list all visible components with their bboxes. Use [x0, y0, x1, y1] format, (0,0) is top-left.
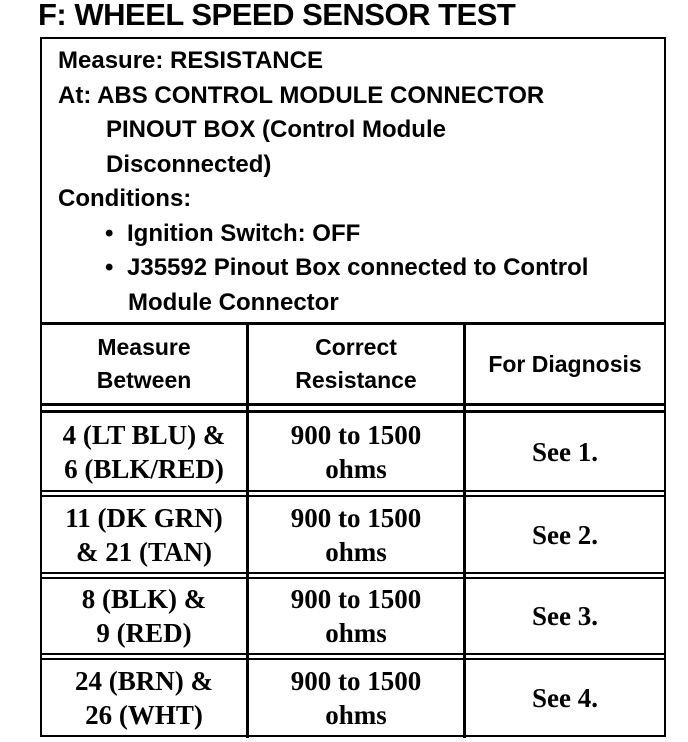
header-correct-resistance: [249, 325, 463, 403]
cell-line: ohms: [325, 699, 387, 730]
condition-item: [58, 217, 588, 252]
cell-resistance: [249, 497, 463, 572]
header-line: Measure: [97, 334, 191, 360]
row-rule-upper: [40, 653, 666, 655]
cell-measure-between: [42, 413, 246, 490]
cell-line: 9 (RED): [96, 618, 192, 648]
cell-line: 900 to 1500: [290, 584, 422, 614]
cell-line: 900 to 1500: [290, 419, 422, 450]
header-measure-between: [42, 325, 246, 403]
cell-line: See 1.: [532, 436, 598, 467]
header-rule-upper: [40, 403, 666, 406]
condition-text: Ignition Switch: OFF: [127, 219, 361, 247]
cell-line: 900 to 1500: [290, 665, 422, 696]
cell-line: ohms: [325, 536, 387, 567]
cell-line: 900 to 1500: [290, 502, 422, 533]
measure-line: Measure: RESISTANCE: [58, 47, 323, 74]
cell-line: See 2.: [532, 519, 598, 550]
condition-item: [58, 251, 588, 286]
cell-line: ohms: [325, 453, 387, 484]
cell-diagnosis: [466, 660, 664, 735]
cell-measure-between: [42, 579, 246, 653]
at-line: At: ABS CONTROL MODULE CONNECTOR: [58, 81, 545, 109]
header-line: Correct: [315, 334, 397, 360]
header-line: Between: [96, 367, 192, 393]
cell-line: ohms: [325, 618, 387, 648]
bullet-icon: •: [105, 254, 114, 281]
cell-line: & 21 (TAN): [76, 536, 212, 567]
at-line-continued-2: Disconnected): [106, 150, 272, 178]
cell-diagnosis: [466, 497, 664, 572]
cell-line: See 3.: [532, 601, 598, 631]
header-line: For Diagnosis: [488, 350, 642, 377]
header-line: Resistance: [295, 367, 417, 393]
cell-line: 8 (BLK) &: [81, 584, 207, 614]
conditions-label: Conditions:: [58, 185, 192, 212]
row-rule-upper: [40, 572, 666, 574]
cell-resistance: [249, 660, 463, 735]
test-conditions-block: [58, 44, 588, 320]
cell-measure-between: [42, 497, 246, 572]
cell-line: 24 (BRN) &: [75, 665, 213, 696]
cell-line: 4 (LT BLU) &: [62, 419, 226, 450]
condition-text: J35592 Pinout Box connected to Control: [127, 254, 589, 281]
bullet-icon: •: [105, 219, 114, 247]
cell-measure-between: [42, 660, 246, 735]
cell-line: 11 (DK GRN): [65, 502, 223, 533]
cell-resistance: [249, 579, 463, 653]
cell-diagnosis: [466, 579, 664, 653]
cell-resistance: [249, 413, 463, 490]
cell-line: See 4.: [532, 682, 598, 713]
page-title: F: WHEEL SPEED SENSOR TEST: [38, 0, 516, 32]
condition-text-continued: Module Connector: [128, 288, 339, 316]
cell-line: 6 (BLK/RED): [64, 453, 224, 484]
header-for-diagnosis: [466, 325, 664, 403]
cell-line: 26 (WHT): [85, 699, 203, 730]
at-line-continued: PINOUT BOX (Control Module: [106, 116, 446, 143]
row-rule-upper: [40, 490, 666, 492]
cell-diagnosis: [466, 413, 664, 490]
